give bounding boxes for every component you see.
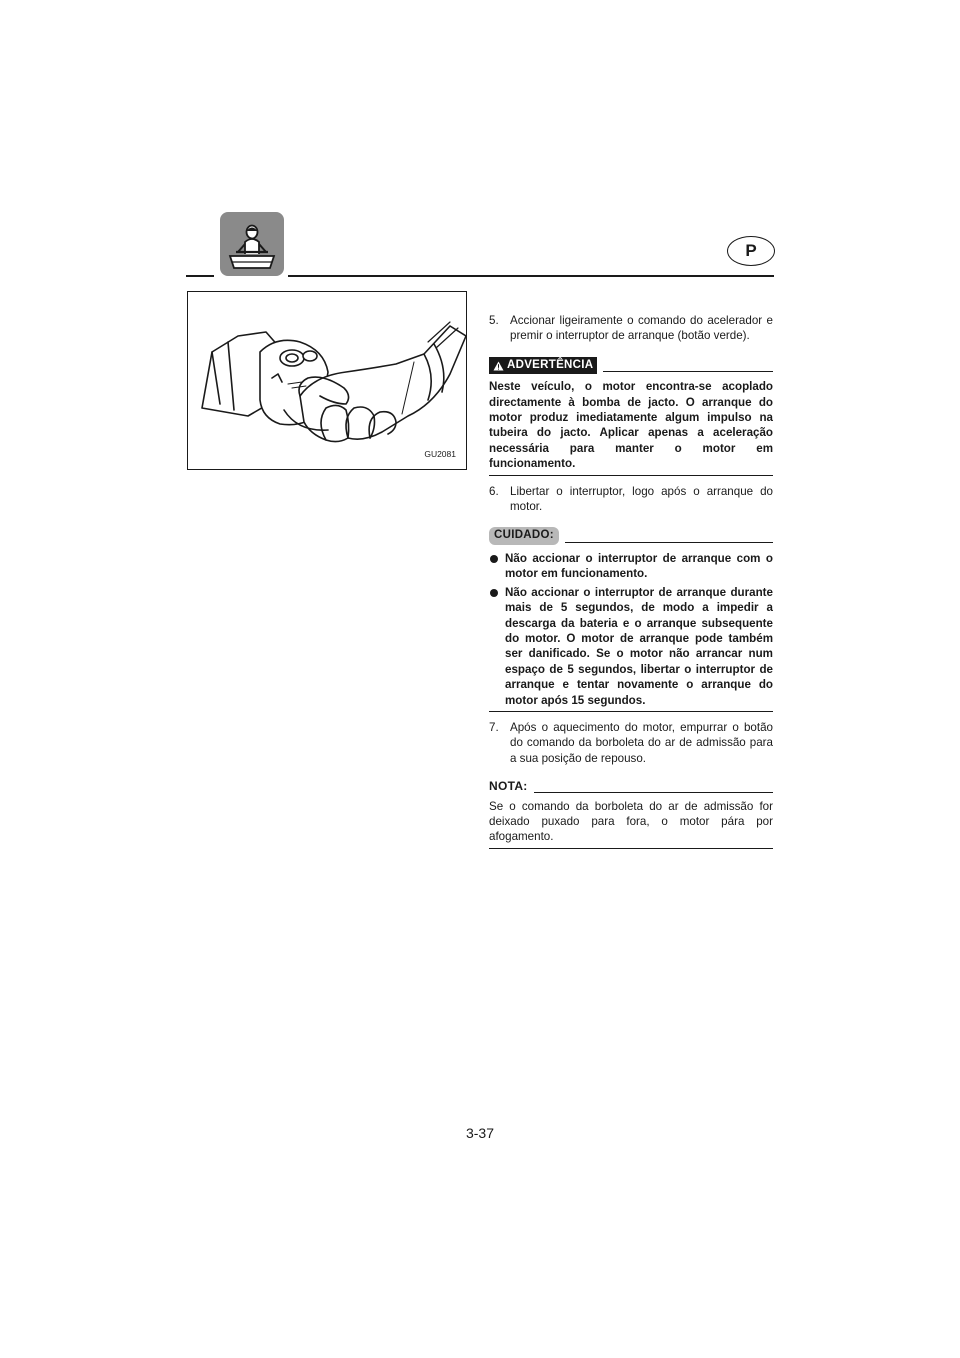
list-item (489, 585, 773, 708)
bullet-icon (490, 589, 498, 597)
caution-header (489, 527, 773, 544)
note-text: Se o comando da borboleta do ar de admissão for deixado puxado para fora, o motor pára por afogamento. (489, 799, 773, 844)
warning-label (489, 357, 597, 374)
step-text: Libertar o interruptor, logo após o arranque do motor. (510, 484, 773, 514)
content-column (489, 313, 773, 857)
step-number: 7. (489, 720, 499, 734)
throttle-figure (187, 291, 467, 470)
step-number: 6. (489, 484, 499, 498)
caution-label: CUIDADO: (489, 527, 559, 544)
note-header (489, 779, 773, 794)
step-text: Após o aquecimento do motor, empurrar o botão do comando da borboleta do ar de admissão para a sua posição de repouso. (510, 720, 773, 765)
warning-header (489, 357, 773, 374)
figure-code: GU2081 (424, 449, 456, 459)
step-text: Accionar ligeiramente o comando do acelerador e premir o interruptor de arranque (botão verde). (510, 314, 773, 343)
warning-triangle-icon (493, 361, 504, 371)
header-rule-left (186, 275, 214, 277)
caution-header-rule (565, 542, 773, 543)
caution-item-text: Não accionar o interruptor de arranque com o motor em funcionamento. (505, 551, 773, 581)
warning-label-text: ADVERTÊNCIA (507, 358, 594, 371)
warning-text: Neste veículo, o motor encontra-se acoplado directamente à bomba de jacto. O arranque do motor produz imediatamente algum impulso na tubeira do jacto. Aplicar apenas a aceleração necessária para manter o motor em funcionamento. (489, 380, 773, 471)
list-item (489, 551, 773, 582)
step-6 (489, 484, 773, 515)
caution-end-rule (489, 711, 773, 712)
step-7 (489, 720, 773, 766)
step-number: 5. (489, 314, 499, 327)
step-5 (489, 313, 773, 344)
throttle-hand-illustration (188, 292, 467, 470)
page-number: 3-37 (465, 1125, 495, 1141)
jet-ski-rider-icon (220, 212, 284, 276)
note-label: NOTA: (489, 779, 528, 794)
note-header-rule (534, 792, 773, 793)
caution-list (489, 551, 773, 708)
bullet-icon (490, 555, 498, 563)
caution-item-text: Não accionar o interruptor de arranque durante mais de 5 segundos, de modo a impedir a descarga da bateria e o arranque subsequente do motor. O motor de arranque pode também ser danificado. Se o motor não arrancar num espaço de 5 segundos, libertar o interruptor de arranque e tentar novamente o arranque do motor após 15 segundos. (505, 585, 773, 707)
warning-header-rule (603, 371, 773, 372)
header-rule-right (288, 275, 774, 277)
language-badge: P (727, 236, 775, 266)
warning-end-rule (489, 475, 773, 476)
note-end-rule (489, 848, 773, 849)
